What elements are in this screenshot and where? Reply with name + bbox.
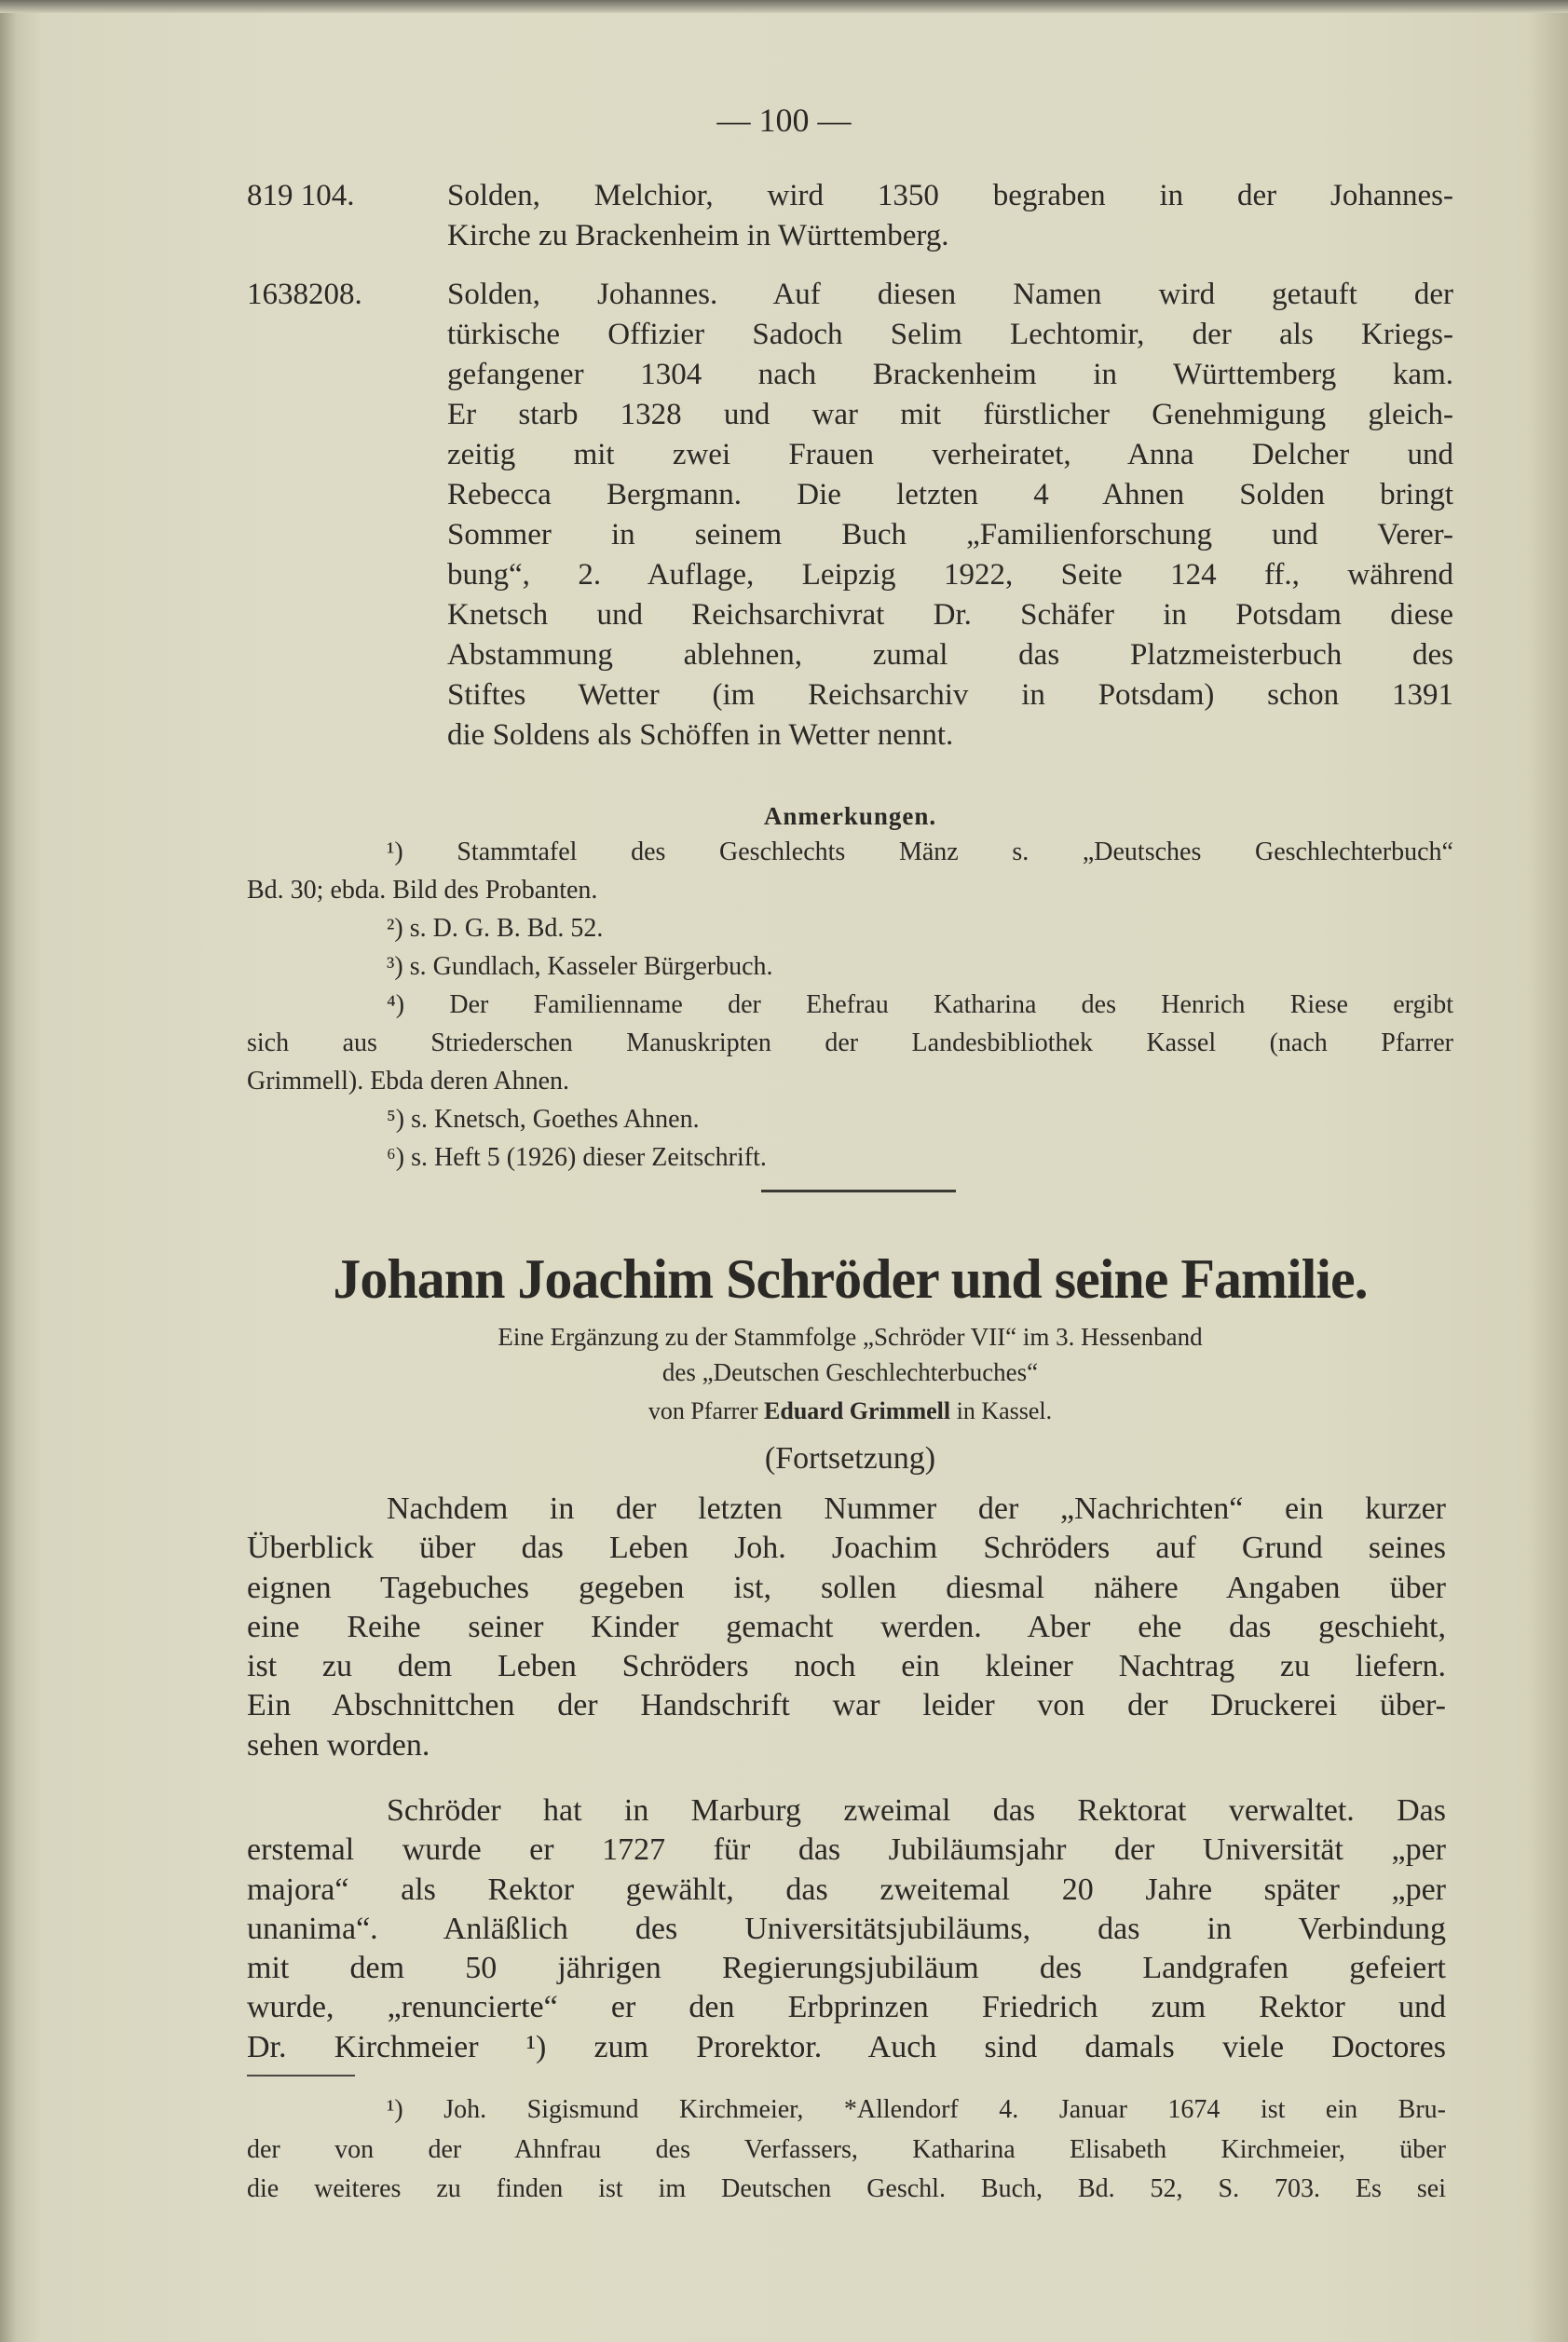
text-line: Solden, Johannes. Auf diesen Namen wird getauft der [447,278,1453,311]
entry-number: 1638208. [247,278,362,311]
annotations-list [247,833,1453,1177]
text-line: eignen Tagebuches gegeben ist, sollen diesmal nähere Angaben über [247,1570,1446,1605]
text-line: Dr. Kirchmeier ¹) zum Prorektor. Auch sind damals viele Doctores [247,2029,1446,2064]
text-line: Rebecca Bergmann. Die letzten 4 Ahnen Solden bringt [447,478,1453,511]
paragraph [247,1791,1446,2067]
text-line: unanima“. Anläßlich des Universitätsjubiläums, das in Verbindung [247,1911,1446,1946]
author-name: Eduard Grimmell [764,1397,951,1424]
article-title: Johann Joachim Schröder und seine Familie. [333,1248,1368,1310]
text-line: Grimmell). Ebda deren Ahnen. [247,1067,570,1096]
text-line: Bd. 30; ebda. Bild des Probanten. [247,876,598,905]
text-line: die weiteres zu finden ist im Deutschen Geschl. Buch, Bd. 52, S. 703. Es sei [247,2174,1446,2203]
text-line: Nachdem in der letzten Nummer der „Nachrichten“ ein kurzer [387,1491,1446,1526]
text-line: wurde, „renuncierte“ er den Erbprinzen Friedrich zum Rektor und [247,1990,1446,2025]
annotations-heading: Anmerkungen. [763,802,937,830]
article-author [247,1395,1453,1428]
text-line: sich aus Striederschen Manuskripten der Landesbibliothek Kassel (nach Pfarrer [247,1028,1453,1057]
text-line: Knetsch und Reichsarchivrat Dr. Schäfer in Potsdam diese [447,598,1453,632]
text-line: ⁴) Der Familienname der Ehefrau Katharina des Henrich Riese ergibt [387,990,1453,1019]
author-suffix: in Kassel. [956,1397,1053,1424]
text-line: Schröder hat in Marburg zweimal das Rektorat verwaltet. Das [387,1793,1446,1828]
text-line: der von der Ahnfrau des Verfassers, Katharina Elisabeth Kirchmeier, über [247,2134,1446,2164]
text-line: Er starb 1328 und war mit fürstlicher Genehmigung gleich- [447,398,1453,431]
text-line: Abstammung ablehnen, zumal das Platzmeisterbuch des [447,638,1453,672]
text-line: ²) s. D. G. B. Bd. 52. [387,914,604,943]
text-line: Ein Abschnittchen der Handschrift war leider von der Druckerei über- [247,1688,1446,1723]
section-divider [761,1190,956,1192]
text-line: majora“ als Rektor gewählt, das zweitemal 20 Jahre später „per [247,1872,1446,1907]
text-line: ³) s. Gundlach, Kasseler Bürgerbuch. [387,952,773,981]
entry-number: 819 104. [247,179,355,212]
text-line: ⁶) s. Heft 5 (1926) dieser Zeitschrift. [387,1143,767,1172]
text-line: bung“, 2. Auflage, Leipzig 1922, Seite 124 ff., während [447,558,1453,592]
subtitle-line: Eine Ergänzung zu der Stammfolge „Schröder VII“ im 3. Hessenband [498,1323,1203,1351]
text-line: Solden, Melchior, wird 1350 begraben in der Johannes- [447,179,1453,212]
text-line: Sommer in seinem Buch „Familienforschung und Verer- [447,518,1453,551]
text-line: zeitig mit zwei Frauen verheiratet, Anna Delcher und [447,438,1453,471]
text-line: Stiftes Wetter (im Reichsarchiv in Potsdam) schon 1391 [447,678,1453,712]
text-line: gefangener 1304 nach Brackenheim in Württemberg kam. [447,358,1453,391]
subtitle-line: des „Deutschen Geschlechterbuches“ [661,1358,1039,1386]
author-prefix: von Pfarrer [648,1397,758,1424]
article-subtitle [247,1319,1453,1390]
entry-text [447,176,1453,256]
text-line: Kirche zu Brackenheim in Württemberg. [447,219,949,252]
page-number: — 100 — [716,102,852,139]
text-line: mit dem 50 jährigen Regierungsjubiläum des Landgrafen gefeiert [247,1951,1446,1986]
scan-edge [0,0,1568,13]
footnote-divider [247,2075,355,2076]
footnote [247,2090,1446,2210]
paragraph [247,1490,1446,1765]
continuation-label: (Fortsetzung) [764,1441,936,1476]
entry-text [447,275,1453,756]
text-line: türkische Offizier Sadoch Selim Lechtomir, der als Kriegs- [447,318,1453,351]
text-line: ¹) Stammtafel des Geschlechts Mänz s. „Deutsches Geschlechterbuch“ [387,837,1453,866]
text-line: sehen worden. [247,1727,430,1763]
text-line: ist zu dem Leben Schröders noch ein kleiner Nachtrag zu liefern. [247,1649,1446,1684]
text-line: die Soldens als Schöffen in Wetter nennt. [447,718,954,752]
text-line: ¹) Joh. Sigismund Kirchmeier, *Allendorf 4. Januar 1674 ist ein Bru- [387,2095,1446,2124]
annotations-section [247,799,1453,1177]
text-line: eine Reihe seiner Kinder gemacht werden. Aber ehe das geschieht, [247,1609,1446,1644]
text-line: ⁵) s. Knetsch, Goethes Ahnen. [387,1105,700,1134]
text-line: Überblick über das Leben Joh. Joachim Schröders auf Grund seines [247,1531,1446,1566]
text-line: erstemal wurde er 1727 für das Jubiläumsjahr der Universität „per [247,1832,1446,1868]
